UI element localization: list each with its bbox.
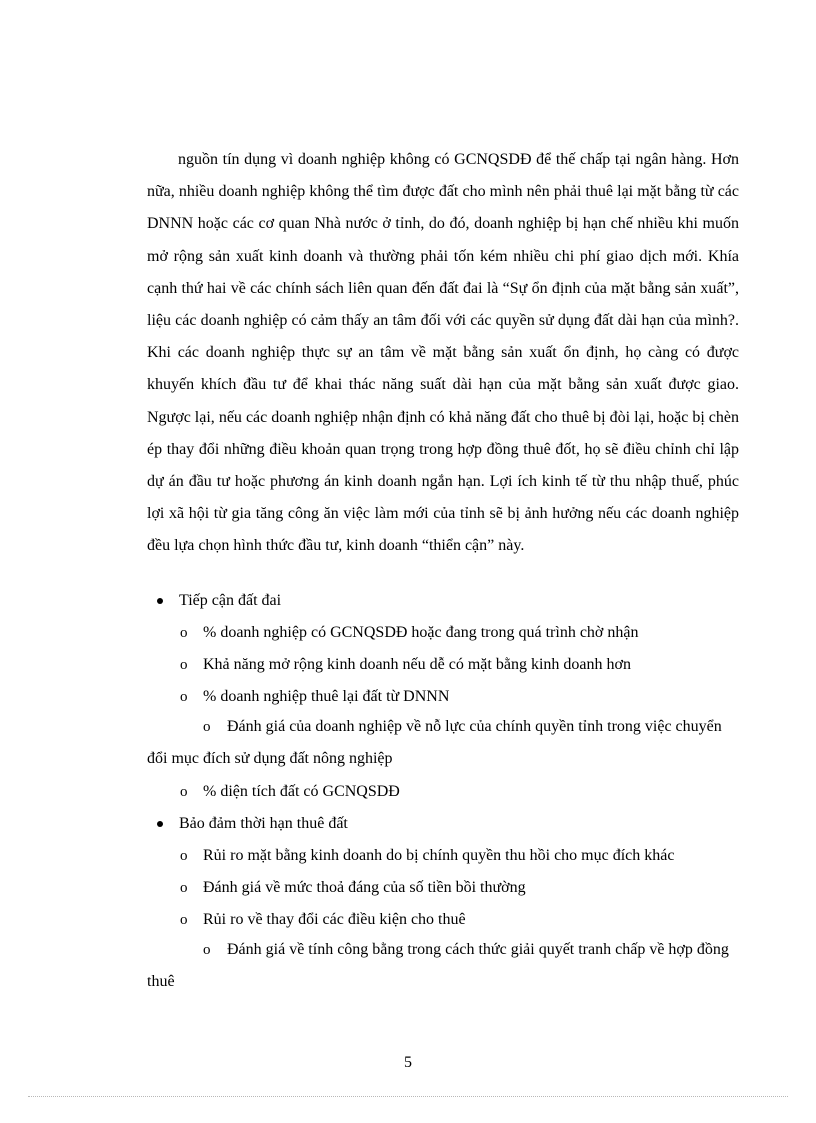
circle-bullet-icon: o [203,719,211,735]
sub-item [180,877,526,899]
sub-item-text: Rủi ro về thay đổi các điều kiện cho thuê [203,911,466,928]
sub-item [147,934,739,998]
sub-item [180,654,631,676]
circle-bullet-icon: o [180,689,188,705]
circle-bullet-icon: o [180,912,188,928]
sub-item [180,622,639,644]
circle-bullet-icon: o [180,625,188,641]
bullet-item [179,590,281,612]
sub-item-text: % doanh nghiệp thuê lại đất từ DNNN [203,688,450,705]
sub-item-text: Khả năng mở rộng kinh doanh nếu dễ có mặt bằng kinh doanh hơn [203,656,631,673]
paragraph-text: nguồn tín dụng vì doanh nghiệp không có GCNQSDĐ để thế chấp tại ngân hàng. Hơn nữa, nhiều doanh nghiệp không thể tìm được đất cho mình nên phải thuê lại mặt bằng từ các DNNN hoặc các cơ quan Nhà nước ở tỉnh, do đó, doanh nghiệp bị hạn chế nhiều khi muốn mở rộng sản xuất kinh doanh và thường phải tốn kém nhiều chi phí giao dịch mới. Khía cạnh thứ hai về các chính sách liên quan đến đất đai là “Sự ổn định của mặt bằng sản xuất”, liệu các doanh nghiệp có cảm thấy an tâm đối với các quyền sử dụng đất dài hạn của mình?. Khi các doanh nghiệp thực sự an tâm về mặt bằng sản xuất ổn định, họ càng có được khuyến khích đầu tư để khai thác năng suất dài hạn của mặt bằng sản xuất được giao. Ngược lại, nếu các doanh nghiệp nhận định có khả năng đất cho thuê bị đòi lại, hoặc bị chèn ép thay đổi những điều khoản quan trọng trong hợp đồng thuê đốt, họ sẽ điều chỉnh chỉ lập dự án đầu tư hoặc phương án kinh doanh ngắn hạn. Lợi ích kinh tế từ thu nhập thuế, phúc lợi xã hội từ gia tăng công ăn việc làm mới của tỉnh sẽ bị ảnh hưởng nếu các doanh nghiệp đều lựa chọn hình thức đầu tư, kinh doanh “thiển cận” này. [147,151,739,555]
sub-item-text: Đánh giá về tính công bằng trong cách thức giải quyết tranh chấp về hợp đồng thuê [147,941,729,990]
sub-item-text: Đánh giá về mức thoả đáng của số tiền bồi thường [203,879,526,896]
bullet-icon [157,821,163,827]
bullet-item [179,813,348,835]
circle-bullet-icon: o [180,784,188,800]
page-boundary-divider [28,1096,788,1097]
bullet-label: Tiếp cận đất đai [179,592,282,609]
page-number: 5 [404,1054,412,1071]
sub-item-text: % doanh nghiệp có GCNQSDĐ hoặc đang trong quá trình chờ nhận [203,624,639,641]
circle-bullet-icon: o [203,942,211,958]
sub-item [180,686,450,708]
sub-item-text: Rủi ro mặt bằng kinh doanh do bị chính quyền thu hồi cho mục đích khác [203,847,675,864]
circle-bullet-icon: o [180,848,188,864]
bullet-label: Bảo đảm thời hạn thuê đất [179,815,348,832]
bullet-icon [157,598,163,604]
sub-item [180,781,400,803]
sub-item [180,845,675,867]
sub-item-text: % diện tích đất có GCNQSDĐ [203,783,400,800]
sub-item-text: Đánh giá của doanh nghiệp về nỗ lực của chính quyền tỉnh trong việc chuyển đổi mục đích sử dụng đất nông nghiệp [147,718,722,767]
sub-item [147,711,739,775]
sub-item [180,909,466,931]
circle-bullet-icon: o [180,657,188,673]
body-paragraph [147,144,739,563]
circle-bullet-icon: o [180,880,188,896]
